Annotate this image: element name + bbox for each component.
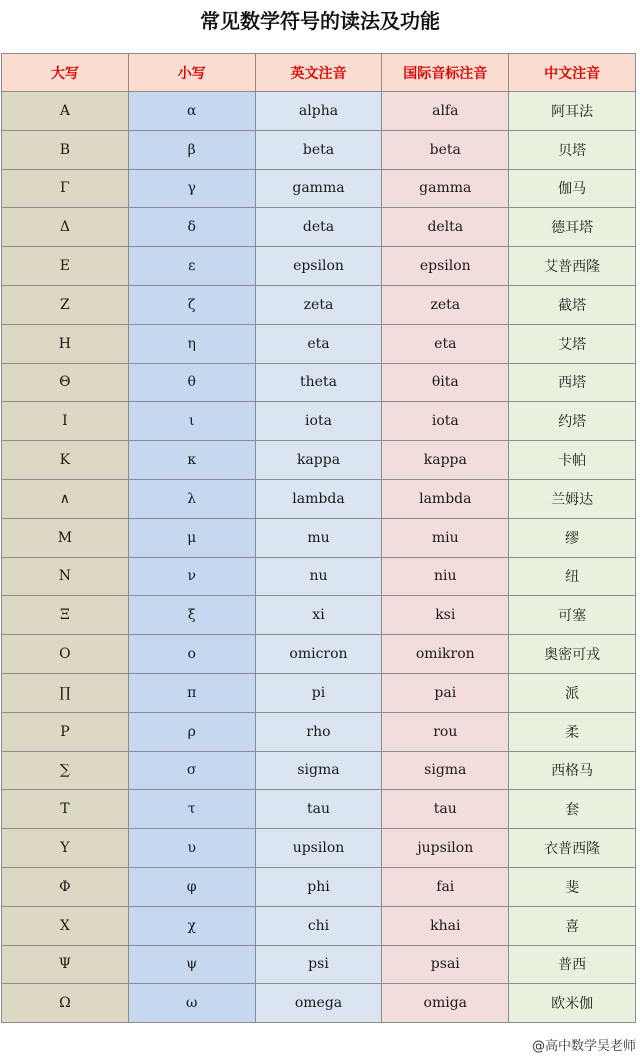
english-cell: upsilon	[255, 829, 382, 868]
ipa-cell: psai	[382, 945, 509, 984]
uppercase-cell: Ω	[2, 984, 129, 1023]
table-row	[2, 208, 636, 247]
chinese-cell: 缪	[509, 518, 636, 557]
chinese-cell: 派	[509, 673, 636, 712]
lowercase-cell: ι	[128, 402, 255, 441]
english-cell: beta	[255, 130, 382, 169]
ipa-cell: khai	[382, 906, 509, 945]
english-cell: theta	[255, 363, 382, 402]
ipa-cell: alfa	[382, 92, 509, 131]
table-row	[2, 518, 636, 557]
uppercase-cell: Ι	[2, 402, 129, 441]
english-cell: nu	[255, 557, 382, 596]
chinese-cell: 截塔	[509, 285, 636, 324]
table-row	[2, 673, 636, 712]
table-header-row	[2, 54, 636, 92]
header-lowercase: 小写	[128, 54, 255, 92]
uppercase-cell: Μ	[2, 518, 129, 557]
lowercase-cell: β	[128, 130, 255, 169]
lowercase-cell: γ	[128, 169, 255, 208]
english-cell: kappa	[255, 441, 382, 480]
lowercase-cell: ε	[128, 247, 255, 286]
header-ipa-pronunciation: 国际音标注音	[382, 54, 509, 92]
ipa-cell: beta	[382, 130, 509, 169]
lowercase-cell: ν	[128, 557, 255, 596]
table-row	[2, 867, 636, 906]
english-cell: iota	[255, 402, 382, 441]
lowercase-cell: θ	[128, 363, 255, 402]
table-row	[2, 557, 636, 596]
uppercase-cell: Γ	[2, 169, 129, 208]
lowercase-cell: δ	[128, 208, 255, 247]
table-row	[2, 906, 636, 945]
english-cell: zeta	[255, 285, 382, 324]
uppercase-cell: Κ	[2, 441, 129, 480]
lowercase-cell: λ	[128, 479, 255, 518]
english-cell: gamma	[255, 169, 382, 208]
chinese-cell: 兰姆达	[509, 479, 636, 518]
english-cell: lambda	[255, 479, 382, 518]
chinese-cell: 艾塔	[509, 324, 636, 363]
uppercase-cell: Α	[2, 92, 129, 131]
table-body	[2, 92, 636, 1023]
chinese-cell: 衣普西隆	[509, 829, 636, 868]
chinese-cell: 斐	[509, 867, 636, 906]
uppercase-cell: ∑	[2, 751, 129, 790]
lowercase-cell: τ	[128, 790, 255, 829]
ipa-cell: θita	[382, 363, 509, 402]
ipa-cell: delta	[382, 208, 509, 247]
uppercase-cell: Ο	[2, 635, 129, 674]
ipa-cell: eta	[382, 324, 509, 363]
english-cell: omega	[255, 984, 382, 1023]
ipa-cell: niu	[382, 557, 509, 596]
greek-alphabet-table	[1, 53, 636, 1023]
english-cell: epsilon	[255, 247, 382, 286]
english-cell: rho	[255, 712, 382, 751]
uppercase-cell: Η	[2, 324, 129, 363]
ipa-cell: zeta	[382, 285, 509, 324]
uppercase-cell: Δ	[2, 208, 129, 247]
uppercase-cell: Ψ	[2, 945, 129, 984]
table-row	[2, 324, 636, 363]
lowercase-cell: π	[128, 673, 255, 712]
ipa-cell: gamma	[382, 169, 509, 208]
ipa-cell: omikron	[382, 635, 509, 674]
ipa-cell: iota	[382, 402, 509, 441]
english-cell: pi	[255, 673, 382, 712]
lowercase-cell: ο	[128, 635, 255, 674]
ipa-cell: pai	[382, 673, 509, 712]
ipa-cell: ksi	[382, 596, 509, 635]
uppercase-cell: Φ	[2, 867, 129, 906]
english-cell: omicron	[255, 635, 382, 674]
chinese-cell: 约塔	[509, 402, 636, 441]
english-cell: mu	[255, 518, 382, 557]
ipa-cell: epsilon	[382, 247, 509, 286]
chinese-cell: 纽	[509, 557, 636, 596]
table-row	[2, 247, 636, 286]
uppercase-cell: Υ	[2, 829, 129, 868]
english-cell: deta	[255, 208, 382, 247]
chinese-cell: 喜	[509, 906, 636, 945]
english-cell: phi	[255, 867, 382, 906]
uppercase-cell: ∧	[2, 479, 129, 518]
lowercase-cell: ψ	[128, 945, 255, 984]
chinese-cell: 柔	[509, 712, 636, 751]
chinese-cell: 普西	[509, 945, 636, 984]
table-row	[2, 441, 636, 480]
ipa-cell: miu	[382, 518, 509, 557]
uppercase-cell: Χ	[2, 906, 129, 945]
table-row	[2, 751, 636, 790]
english-cell: xi	[255, 596, 382, 635]
chinese-cell: 奥密可戎	[509, 635, 636, 674]
uppercase-cell: Β	[2, 130, 129, 169]
chinese-cell: 套	[509, 790, 636, 829]
table-row	[2, 479, 636, 518]
lowercase-cell: φ	[128, 867, 255, 906]
chinese-cell: 阿耳法	[509, 92, 636, 131]
chinese-cell: 欧米伽	[509, 984, 636, 1023]
table-row	[2, 945, 636, 984]
lowercase-cell: ρ	[128, 712, 255, 751]
header-uppercase: 大写	[2, 54, 129, 92]
ipa-cell: lambda	[382, 479, 509, 518]
uppercase-cell: Ε	[2, 247, 129, 286]
chinese-cell: 西塔	[509, 363, 636, 402]
watermark: @高中数学吴老师	[531, 1039, 636, 1054]
english-cell: psi	[255, 945, 382, 984]
lowercase-cell: υ	[128, 829, 255, 868]
header-english-pronunciation: 英文注音	[255, 54, 382, 92]
lowercase-cell: μ	[128, 518, 255, 557]
table-row	[2, 285, 636, 324]
header-chinese-pronunciation: 中文注音	[509, 54, 636, 92]
page-title: 常见数学符号的读法及功能	[200, 9, 440, 33]
uppercase-cell: Ξ	[2, 596, 129, 635]
ipa-cell: omiga	[382, 984, 509, 1023]
table-row	[2, 829, 636, 868]
table-row	[2, 790, 636, 829]
lowercase-cell: κ	[128, 441, 255, 480]
table-row	[2, 402, 636, 441]
english-cell: eta	[255, 324, 382, 363]
ipa-cell: sigma	[382, 751, 509, 790]
table-row	[2, 130, 636, 169]
table-row	[2, 92, 636, 131]
table-row	[2, 596, 636, 635]
lowercase-cell: ξ	[128, 596, 255, 635]
chinese-cell: 德耳塔	[509, 208, 636, 247]
chinese-cell: 西格马	[509, 751, 636, 790]
lowercase-cell: ω	[128, 984, 255, 1023]
uppercase-cell: Ν	[2, 557, 129, 596]
english-cell: tau	[255, 790, 382, 829]
ipa-cell: jupsilon	[382, 829, 509, 868]
uppercase-cell: Ζ	[2, 285, 129, 324]
lowercase-cell: σ	[128, 751, 255, 790]
lowercase-cell: ζ	[128, 285, 255, 324]
ipa-cell: kappa	[382, 441, 509, 480]
lowercase-cell: η	[128, 324, 255, 363]
ipa-cell: tau	[382, 790, 509, 829]
uppercase-cell: ∏	[2, 673, 129, 712]
ipa-cell: rou	[382, 712, 509, 751]
table-row	[2, 712, 636, 751]
table-row	[2, 984, 636, 1023]
table-row	[2, 635, 636, 674]
chinese-cell: 伽马	[509, 169, 636, 208]
table-row	[2, 169, 636, 208]
chinese-cell: 艾普西隆	[509, 247, 636, 286]
english-cell: chi	[255, 906, 382, 945]
chinese-cell: 贝塔	[509, 130, 636, 169]
uppercase-cell: Ρ	[2, 712, 129, 751]
uppercase-cell: Τ	[2, 790, 129, 829]
chinese-cell: 卡帕	[509, 441, 636, 480]
table-row	[2, 363, 636, 402]
english-cell: alpha	[255, 92, 382, 131]
english-cell: sigma	[255, 751, 382, 790]
chinese-cell: 可塞	[509, 596, 636, 635]
lowercase-cell: χ	[128, 906, 255, 945]
uppercase-cell: Θ	[2, 363, 129, 402]
lowercase-cell: α	[128, 92, 255, 131]
ipa-cell: fai	[382, 867, 509, 906]
